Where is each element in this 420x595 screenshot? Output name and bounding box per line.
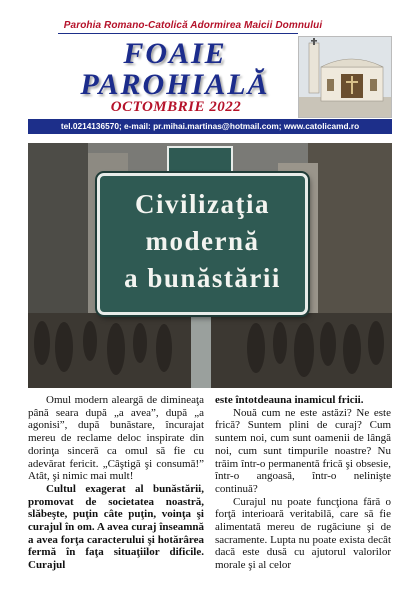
newsletter-title-line1: FOAIE (123, 37, 227, 70)
paragraph-bold (28, 483, 204, 572)
contact-bar: tel.0214136570; e-mail: pr.mihai.martinas@hotmail.com; www.catolicamd.ro (28, 119, 392, 134)
paragraph-bold (215, 394, 391, 407)
church-photo (298, 36, 392, 118)
bold-text: este întotdeauna inamicul fricii. (215, 394, 364, 406)
parish-name: Parohia Romano-Catolică Adormirea Maicii Domnului (63, 20, 323, 31)
headline-line3: a bunăstării (124, 263, 281, 293)
cover-photo (28, 143, 392, 388)
headline-line2: modernă (145, 226, 260, 256)
paragraph: Nouă cum ne este astăzi? Ne este frică? Suntem plini de curaj? Cum suntem noi, cum sunt oamenii de lângă noi, cum sunt timpurile noastre? Nu trăim într-o permanentă frică şi obsesie, într-o angoasă, într-o nelinişte continuă? (215, 406, 391, 495)
paragraph: Omul modern aleargă de dimineaţa până seara după „a avea”, după „a agonisi”, după bunăstare, încurajat mereu de reclame deloc inspirate din dorinţa sinceră ca omul să fie cu adevărat fericit. „Câştigă şi consumă!” Atât, şi nimic mai mult! (28, 394, 204, 483)
headline-line1: Civilizaţia (135, 189, 270, 219)
headline-sign (97, 173, 308, 315)
bold-text: Cultul exagerat al bunăstării, promovat de societatea noastră, slăbeşte, puţin câte puţin, voinţa şi curajul în om. A avea curaj înseamnă a avea forţa caracterului şi hotărârea fermă în faţa situaţiilor dificile. Curajul (28, 482, 204, 572)
top-rule (58, 33, 298, 34)
issue-date: OCTOMBRIE 2022 (110, 99, 242, 115)
article-column-left (28, 394, 204, 572)
paragraph: Curajul nu poate funcţiona fără o forţă interioară veritabilă, care să fie alimentată mereu de rugăciune şi de sacramente. Lupta nu poate exista decât dacă este dusă cu ajutorul valorilor morale şi al celor (215, 495, 391, 572)
article-column-right (215, 394, 391, 572)
newsletter-title-line2: PAROHIALĂ (80, 68, 270, 101)
